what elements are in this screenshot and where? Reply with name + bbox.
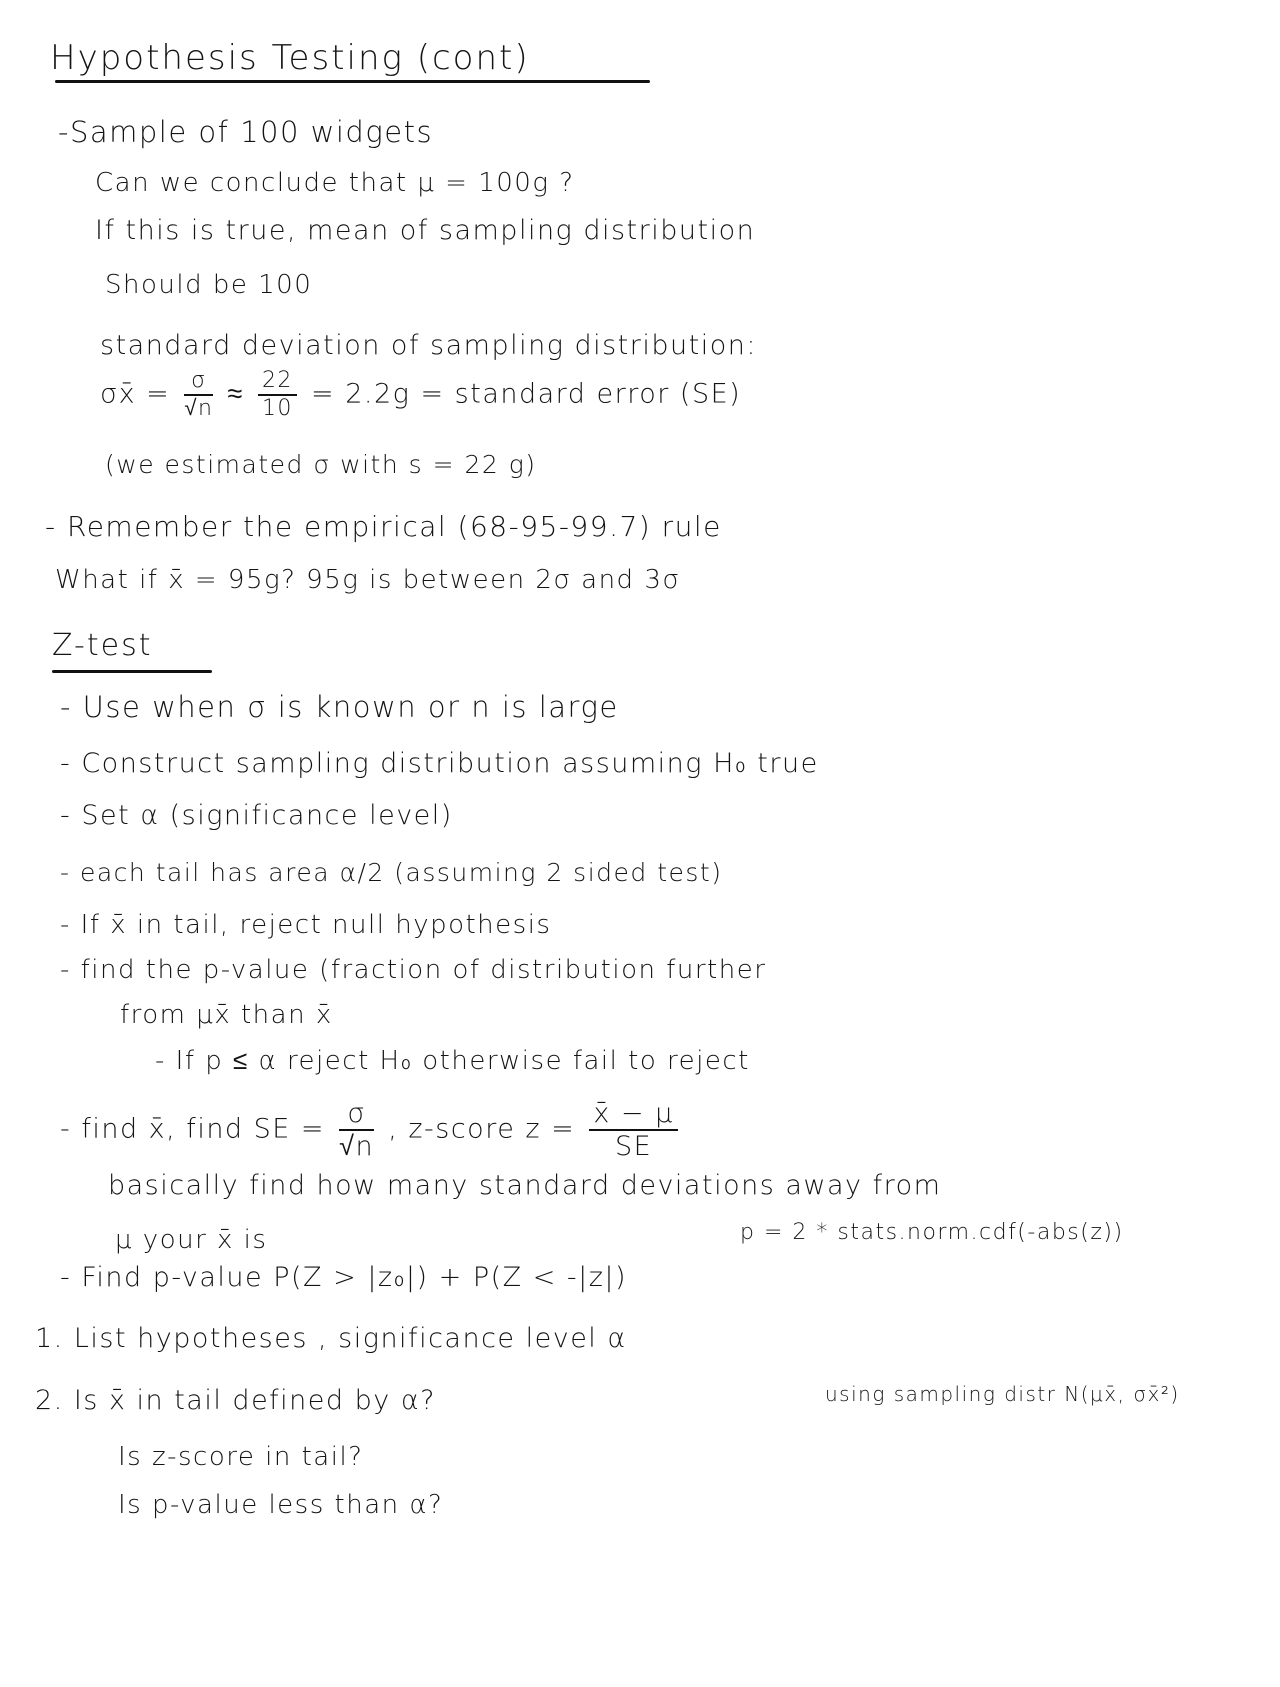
p-value-code: p = 2 * stats.norm.cdf(-abs(z)) <box>740 1220 1124 1245</box>
note-line: (we estimated σ with s = 22 g) <box>105 450 537 479</box>
step-1: 1. List hypotheses , significance level α <box>35 1323 627 1354</box>
note-line: If this is true, mean of sampling distribution <box>95 215 756 246</box>
note-line: μ your x̄ is <box>115 1225 268 1255</box>
note-line: basically find how many standard deviations away from <box>108 1170 942 1201</box>
note-line: Can we conclude that μ = 100g ? <box>95 168 575 198</box>
bullet-item: - If p ≤ α reject H₀ otherwise fail to reject <box>155 1046 750 1076</box>
z-test-heading: Z-test <box>52 628 153 663</box>
heading-underline <box>52 670 212 673</box>
note-line: -Sample of 100 widgets <box>58 115 434 149</box>
note-line: What if x̄ = 95g? 95g is between 2σ and 3σ <box>55 565 681 595</box>
note-line: standard deviation of sampling distribution: <box>100 330 757 361</box>
step-2: 2. Is x̄ in tail defined by α? <box>35 1385 436 1416</box>
step-2-sub: Is p-value less than α? <box>118 1490 444 1520</box>
bullet-item: - find the p-value (fraction of distribution further <box>60 955 767 985</box>
title-underline <box>55 80 650 83</box>
note-line: Should be 100 <box>105 270 313 300</box>
bullet-item: - If x̄ in tail, reject null hypothesis <box>60 910 552 940</box>
bullet-item: - Set α (significance level) <box>60 800 453 831</box>
note-line: - Find p-value P(Z > |z₀|) + P(Z < -|z|) <box>60 1262 628 1293</box>
z-score-line: - find x̄, find SE = $\frac{\sigma}{√n}$ , z-score z = $\frac{x̄ - \mu}{SE}$ <box>60 1100 682 1160</box>
formula-right: = 2.2g = standard error (SE) <box>311 378 742 410</box>
bullet-item: from μx̄ than x̄ <box>120 1000 333 1030</box>
bullet-item: - Use when σ is known or n is large <box>60 690 619 724</box>
sigma-over-root-n: $\frac{\sigma}{√n}$ <box>184 368 214 421</box>
z-fraction: $\frac{x̄ - \mu}{SE}$ <box>589 1100 677 1160</box>
se-fraction: $\frac{\sigma}{√n}$ <box>339 1098 375 1162</box>
formula-left: σx̄ = <box>100 378 171 410</box>
step-2-note: using sampling distr N(μx̄, σx̄²) <box>825 1382 1180 1406</box>
step-2-sub: Is z-score in tail? <box>118 1442 364 1472</box>
page-title: Hypothesis Testing (cont) <box>50 38 530 78</box>
bullet-item: - Construct sampling distribution assuming H₀ true <box>60 748 819 779</box>
22-over-10: $\frac{22}{10}$ <box>258 370 297 420</box>
standard-error-formula: σx̄ = $\frac{\sigma}{√n}$ ≈ $\frac{22}{10}$ = 2.2g = standard error (SE) <box>100 368 742 421</box>
bullet-item: - each tail has area α/2 (assuming 2 sided test) <box>60 858 723 887</box>
note-line: - Remember the empirical (68-95-99.7) rule <box>45 510 722 543</box>
